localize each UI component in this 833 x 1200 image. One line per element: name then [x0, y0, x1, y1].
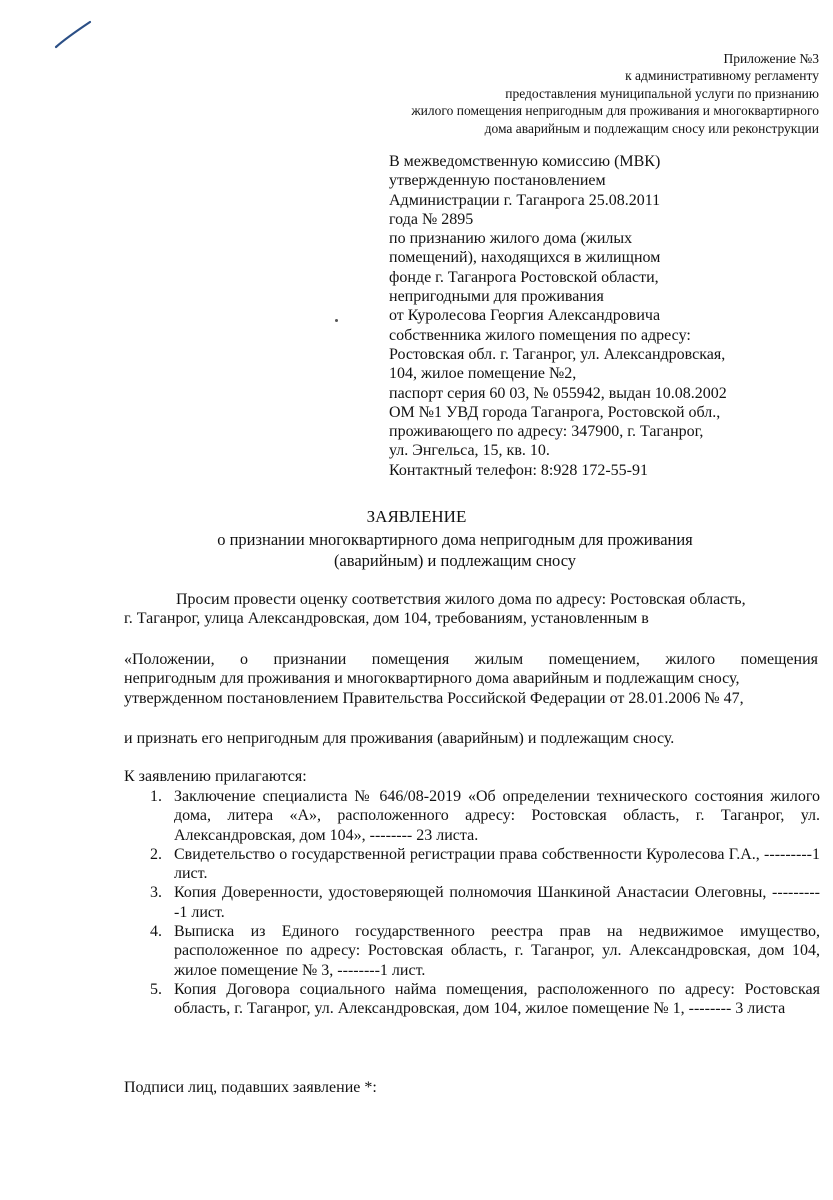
- attachment-text: Копия Договора социального найма помещения, расположенного по адресу: Ростовская область, г. Таганрог, ул. Александровская, дом 104, жилое помещение № 1, -------- 3 листа: [174, 980, 820, 1018]
- addressee-block: [389, 152, 809, 480]
- attachment-number: 4.: [150, 923, 162, 941]
- addressee-line: непригодными для проживания: [389, 288, 604, 306]
- addressee-line: года № 2895: [389, 210, 474, 228]
- paragraph-line: «Положении, о признании помещения жилым помещением, жилого помещения: [124, 651, 818, 668]
- attachment-item: [140, 922, 820, 980]
- attachment-item: [140, 883, 820, 922]
- addressee-line: помещений), находящихся в жилищном: [389, 249, 661, 267]
- paragraph-line: и признать его непригодным для проживания (аварийным) и подлежащим сносу.: [124, 730, 675, 747]
- header-line: Приложение №3: [723, 51, 819, 66]
- addressee-line: Контактный телефон: 8:928 172-55-91: [389, 461, 649, 479]
- request-paragraph: [124, 590, 818, 629]
- attachment-text: Заключение специалиста № 646/08-2019 «Об определении технического состояния жилого дома, литера «А», расположенного адресу: Ростовская область, г. Таганрог, ул. Александровская, дом 104», -------- 23 листа.: [174, 788, 820, 844]
- paragraph-line: Просим провести оценку соответствия жилого дома по адресу: Ростовская область,: [176, 591, 746, 608]
- addressee-line: собственника жилого помещения по адресу:: [389, 326, 691, 344]
- attachment-text: Копия Доверенности, удостоверяющей полномочия Шанкиной Анастасии Олеговны, ----------1 лист.: [174, 884, 820, 921]
- appendix-header: [349, 50, 819, 137]
- statement-subtitle-line: (аварийным) и подлежащим сносу: [333, 550, 577, 570]
- header-line: жилого помещения непригодным для проживания и многоквартирного: [411, 103, 819, 119]
- header-line: к административному регламенту: [625, 68, 819, 84]
- addressee-line: паспорт серия 60 03, № 055942, выдан 10.08.2002: [389, 384, 727, 402]
- addressee-line: Администрации г. Таганрога 25.08.2011: [389, 191, 661, 209]
- attachment-number: 2.: [150, 845, 162, 863]
- addressee-line: по признанию жилого дома (жилых: [389, 230, 633, 248]
- paragraph-line: непригодным для проживания и многоквартирного дома аварийным и подлежащим сносу,: [124, 670, 740, 688]
- pen-stroke-mark: [54, 20, 92, 50]
- attachment-item: [140, 787, 820, 845]
- attachment-number: 3.: [150, 884, 162, 902]
- attachments-heading-text: К заявлению прилагаются:: [124, 768, 307, 785]
- signatures-label: Подписи лиц, подавших заявление *:: [124, 1079, 377, 1096]
- attachment-number: 5.: [150, 980, 162, 998]
- attachments-list: [140, 787, 820, 1019]
- attachment-text: Свидетельство о государственной регистрации права собственности Куролесова Г.А., ---------1 лист.: [174, 845, 820, 883]
- statement-title: ЗАЯВЛЕНИЕ: [366, 507, 467, 526]
- header-line: дома аварийным и подлежащим сносу или реконструкции: [484, 120, 819, 136]
- paragraph-line: утвержденном постановлением Правительства Российской Федерации от 28.01.2006 № 47,: [124, 689, 744, 707]
- addressee-line: фонде г. Таганрога Ростовской области,: [389, 268, 659, 286]
- header-line: предоставления муниципальной услуги по признанию: [505, 85, 819, 101]
- attachment-item: [140, 845, 820, 884]
- addressee-line: ОМ №1 УВД города Таганрога, Ростовской обл.,: [389, 403, 721, 421]
- regulation-paragraph: [124, 650, 818, 708]
- addressee-line: проживающего по адресу: 347900, г. Таганрог,: [389, 423, 704, 441]
- attachment-text: Выписка из Единого государственного реестра прав на недвижимое имущество, расположенное по адресу: Ростовская область, г. Таганрог, ул. Александровская, дом 104, жилое помещение № 3, --------1 лист.: [174, 923, 820, 979]
- attachments-heading: [124, 767, 818, 786]
- statement-subtitle-line: о признании многоквартирного дома непригодным для проживания: [217, 530, 693, 549]
- attachment-number: 1.: [150, 788, 162, 805]
- addressee-line: ул. Энгельса, 15, кв. 10.: [389, 442, 550, 460]
- paragraph-line: г. Таганрог, улица Александровская, дом 104, требованиям, установленным в: [124, 610, 649, 628]
- addressee-line: Ростовская обл. г. Таганрог, ул. Александровская,: [389, 345, 726, 363]
- addressee-line: от Куролесова Георгия Александровича: [389, 307, 661, 325]
- attachment-item: [140, 980, 820, 1019]
- statement-subtitle: [140, 530, 770, 571]
- conclusion-paragraph: [124, 729, 818, 748]
- addressee-line: В межведомственную комиссию (МВК): [389, 153, 661, 170]
- stray-ink-dot: [335, 319, 338, 322]
- addressee-line: утвержденную постановлением: [389, 172, 606, 190]
- addressee-line: 104, жилое помещение №2,: [389, 365, 577, 383]
